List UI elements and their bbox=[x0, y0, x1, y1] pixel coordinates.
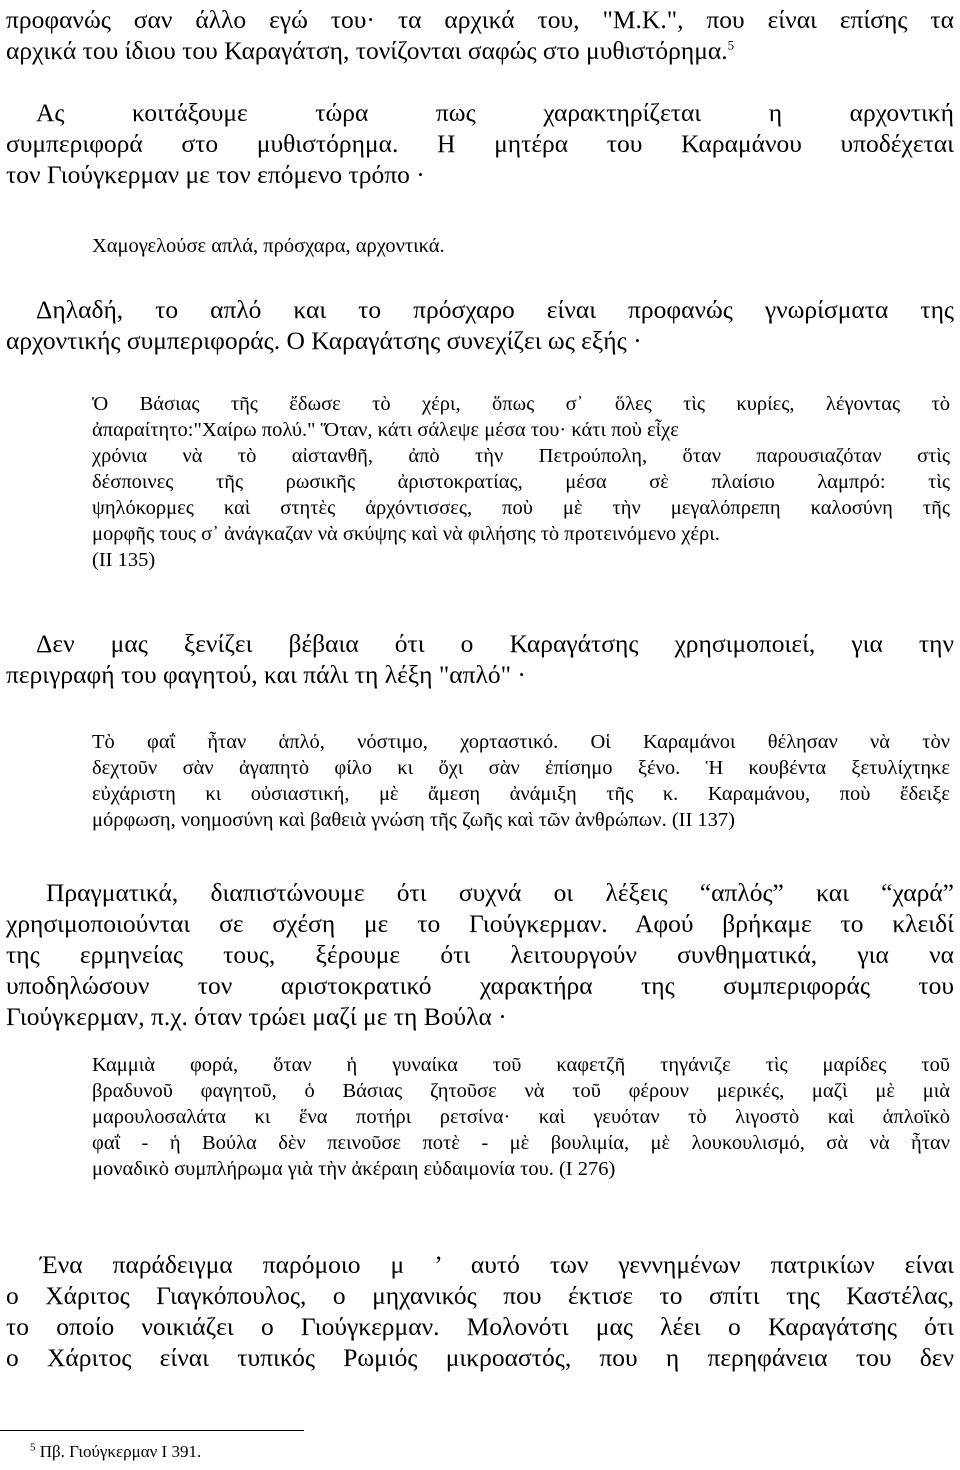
quote-line: μαρουλοσαλάτα κι ἕνα ποτήρι ρετσίνα· καὶ γευόταν τὸ λιγοστὸ καὶ ἁπλοϊκὸ bbox=[92, 1106, 950, 1128]
paragraph-intro bbox=[6, 4, 954, 66]
quote-line: ἀπαραίτητο:"Χαίρω πολύ." Ὅταν, κάτι σάλεψε μέσα του· κάτι ποὺ εἶχε bbox=[92, 419, 679, 441]
quote-line: δέσποινες τῆς ρωσικῆς ἀριστοκρατίας, μέσα σὲ πλαίσιο λαμπρό: τὶς bbox=[92, 471, 950, 493]
text-line: ο Χάριτος Γιαγκόπουλος, ο μηχανικός που έκτισε το σπίτι της Καστέλας, bbox=[6, 1281, 954, 1310]
text-line: τον Γιούγκερμαν με τον επόμενο τρόπο · bbox=[6, 160, 425, 189]
footnote bbox=[30, 1442, 201, 1462]
footnote-text: Πβ. Γιούγκερμαν Ι 391. bbox=[39, 1442, 202, 1461]
text-line: περιγραφή του φαγητού, και πάλι τη λέξη "απλό" · bbox=[6, 660, 526, 689]
quote-vasias bbox=[92, 391, 950, 573]
text-line: Ας κοιτάξουμε τώρα πως χαρακτηρίζεται η αρχοντική bbox=[36, 98, 954, 127]
text-line: Πραγματικά, διαπιστώνουμε ότι συχνά οι λέξεις “απλός” και “χαρά” bbox=[46, 878, 954, 907]
text-line: Ένα παράδειγμα παρόμοιο μ ’ αυτό των γεννημένων πατρικίων είναι bbox=[40, 1250, 954, 1279]
text-line: ο Χάριτος είναι τυπικός Ρωμιός μικροαστός, που η περηφάνεια του δεν bbox=[6, 1343, 954, 1372]
quote-line: ψηλόκορμες καὶ στητὲς ἀρχόντισσες, ποὺ μὲ τὴν μεγαλόπρεπη καλοσύνη τῆς bbox=[92, 497, 950, 519]
footnote-separator bbox=[0, 1430, 304, 1431]
footnote-number: 5 bbox=[30, 1441, 36, 1454]
quote-line: φαΐ - ἡ Βούλα δὲν πεινοῦσε ποτὲ - μὲ βουλιμία, μὲ λουκουλισμό, σὰ νὰ ἦταν bbox=[92, 1132, 950, 1154]
quote-line: Καμμιὰ φορά, ὅταν ἡ γυναίκα τοῦ καφετζῆ τηγάνιζε τὶς μαρίδες τοῦ bbox=[92, 1054, 950, 1076]
text-line: υποδηλώσουν τον αριστοκρατικό χαρακτήρα της συμπεριφοράς του bbox=[6, 971, 954, 1000]
quote-line: βραδυνοῦ φαγητοῦ, ὁ Βάσιας ζητοῦσε νὰ τοῦ φέρουν μερικές, μαζὶ μὲ μιὰ bbox=[92, 1080, 950, 1102]
quote-line: (ΙΙ 135) bbox=[92, 549, 156, 571]
text-line: αρχοντικής συμπεριφοράς. Ο Καραγάτσης συνεχίζει ως εξής · bbox=[6, 326, 642, 355]
quote-line: δεχτοῦν σὰν ἀγαπητὸ φίλο κι ὄχι σὰν ἐπίσημο ξένο. Ἡ κουβέντα ξετυλίχτηκε bbox=[92, 757, 950, 779]
paragraph-simple bbox=[6, 294, 954, 356]
paragraph-example bbox=[6, 1249, 954, 1373]
text-line: προφανώς σαν άλλο εγώ του· τα αρχικά του, "Μ.Κ.", που είναι επίσης τα bbox=[6, 5, 954, 34]
text-line: Δεν μας ξενίζει βέβαια ότι ο Καραγάτσης χρησιμοποιεί, για την bbox=[36, 629, 954, 658]
quote-line: Ὁ Βάσιας τῆς ἔδωσε τὸ χέρι, ὅπως σ᾽ ὅλες τὶς κυρίες, λέγοντας τὸ bbox=[92, 393, 950, 415]
quote-line: χρόνια νὰ τὸ αἰστανθῆ, ἀπὸ τὴν Πετρούπολη, ὅταν παρουσιαζόταν στὶς bbox=[92, 445, 950, 467]
text-line bbox=[6, 35, 954, 66]
text-line: Δηλαδή, το απλό και το πρόσχαρο είναι προφανώς γνωρίσματα της bbox=[36, 295, 954, 324]
footnote-ref[interactable]: 5 bbox=[727, 37, 735, 53]
text-line: Γιούγκερμαν, π.χ. όταν τρώει μαζί με τη Βούλα · bbox=[6, 1002, 507, 1031]
text-span: αρχικά του ίδιου του Καραγάτση, τονίζονται σαφώς στο μυθιστόρημα. bbox=[6, 36, 728, 65]
text-line: της ερμηνείας τους, ξέρουμε ότι λειτουργούν συνθηματικά, για να bbox=[6, 940, 954, 969]
quote-line: εὐχάριστη κι οὐσιαστική, μὲ ἄμεση ἀνάμιξη τῆς κ. Καραμάνου, ποὺ ἔδειξε bbox=[92, 783, 950, 805]
quote-line: Χαμογελούσε απλά, πρόσχαρα, αρχοντικά. bbox=[92, 235, 445, 257]
text-line: το οποίο νοικιάζει ο Γιούγκερμαν. Μολονότι μας λέει ο Καραγάτσης ότι bbox=[6, 1312, 954, 1341]
text-line: συμπεριφορά στο μυθιστόρημα. Η μητέρα του Καραμάνου υποδέχεται bbox=[6, 129, 954, 158]
quote-line: μορφῆς τους σ᾽ ἀνάγκαζαν νὰ σκύψης καὶ νὰ φιλήσης τὸ προτεινόμενο χέρι. bbox=[92, 523, 720, 545]
quote-food bbox=[92, 729, 950, 833]
quote-line: μοναδικὸ συμπλήρωμα γιὰ τὴν ἀκέραιη εὐδαιμονία του. (Ι 276) bbox=[92, 1158, 616, 1180]
quote-voula bbox=[92, 1052, 950, 1182]
quote-smile bbox=[92, 233, 445, 259]
quote-line: μόρφωση, νοημοσύνη καὶ βαθειὰ γνώση τῆς ζωῆς καὶ τῶν ἀνθρώπων. (ΙΙ 137) bbox=[92, 809, 735, 831]
paragraph-behavior bbox=[6, 97, 954, 190]
paragraph-food bbox=[6, 628, 954, 690]
text-line: χρησιμοποιούνται σε σχέση με το Γιούγκερμαν. Αφού βρήκαμε το κλειδί bbox=[6, 909, 954, 938]
quote-line: Τὸ φαΐ ἦταν ἁπλό, νόστιμο, χορταστικό. Οἱ Καραμάνοι θέλησαν νὰ τὸν bbox=[92, 731, 950, 753]
paragraph-words bbox=[6, 877, 954, 1032]
